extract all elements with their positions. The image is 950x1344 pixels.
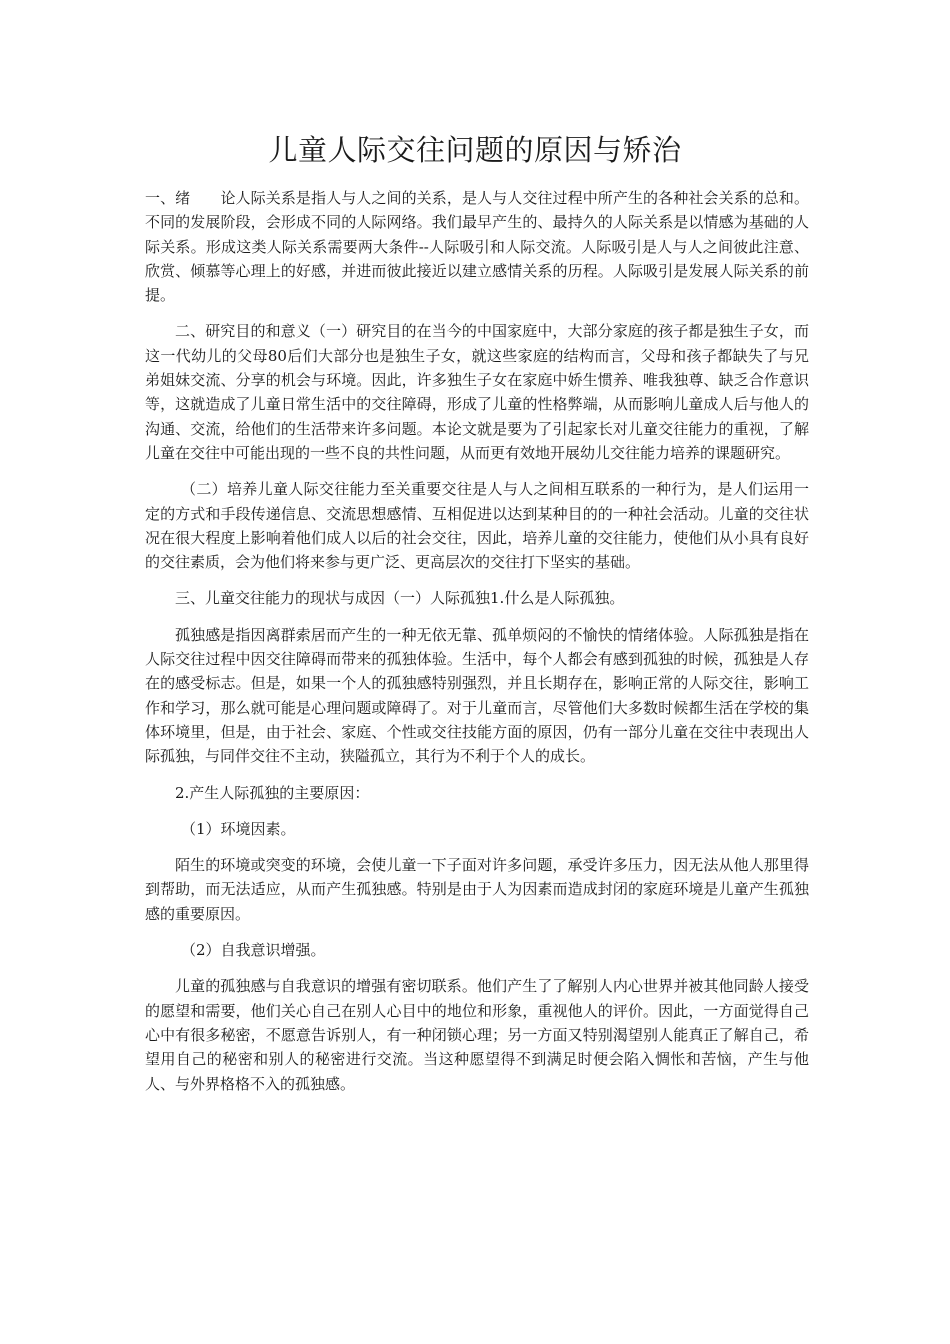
paragraph-causes-heading: 2.产生人际孤独的主要原因： — [175, 783, 370, 802]
paragraph-research-purpose: 二、研究目的和意义（一）研究目的在当今的中国家庭中，大部分家庭的孩子都是独生子女，而这一代幼儿的父母80后们大部分也是独生子女，就这些家庭的结构而言，父母和孩子都缺失了与兄弟姐妹交流、分享的机会与环境。因此，许多独生子女在家庭中娇生惯养、唯我独尊、缺乏合作意识等，这就造成了儿童日常生活中的交往障碍，形成了儿童的性格弊端，从而影响儿童成人后与他人的沟通、交流，给他们的生活带来许多问题。本论文就是要为了引起家长对儿童交往能力的重视，了解儿童在交往中可能出现的一些不良的共性问题，从而更有效地开展幼儿交往能力培养的课题研究。 — [145, 322, 809, 462]
paragraph-self-awareness-heading: （2）自我意识增强。 — [181, 941, 326, 960]
document-title: 儿童人际交往问题的原因与矫治 — [268, 133, 682, 167]
paragraph-section-three-heading: 三、儿童交往能力的现状与成因（一）人际孤独1.什么是人际孤独。 — [175, 589, 625, 608]
paragraph-loneliness-definition: 孤独感是指因离群索居而产生的一种无依无靠、孤单烦闷的不愉快的情绪体验。人际孤独是指在人际交往过程中因交往障碍而带来的孤独体验。生活中，每个人都会有感到孤独的时候，孤独是人存在的感受标志。但是，如果一个人的孤独感特别强烈，并且长期存在，影响正常的人际交往，影响工作和学习，那么就可能是心理问题或障碍了。对于儿童而言，尽管他们大多数时候都生活在学校的集体环境里，但是，由于社会、家庭、个性或交往技能方面的原因，仍有一部分儿童在交往中表现出人际孤独，与同伴交往不主动，狭隘孤立，其行为不利于个人的成长。 — [145, 625, 809, 766]
document-body — [145, 186, 809, 1108]
paragraph-importance: （二）培养儿童人际交往能力至关重要交往是人与人之间相互联系的一种行为，是人们运用一定的方式和手段传递信息、交流思想感情、互相促进以达到某种目的的一种社会活动。儿童的交往状况在很大程度上影响着他们成人以后的社会交往，因此，培养儿童的交往能力，使他们从小具有良好的交往素质，会为他们将来参与更广泛、更高层次的交往打下坚实的基础。 — [145, 480, 809, 572]
paragraph-self-awareness-body: 儿童的孤独感与自我意识的增强有密切联系。他们产生了了解别人内心世界并被其他同龄人接受的愿望和需要，他们关心自己在别人心目中的地位和形象，重视他人的评价。因此，一方面觉得自己心中有很多秘密，不愿意告诉别人，有一种闭锁心理；另一方面又特别渴望别人能真正了解自己，希望用自己的秘密和别人的秘密进行交流。当这种愿望得不到满足时便会陷入惆怅和苦恼，产生与他人、与外界格格不入的孤独感。 — [145, 977, 809, 1093]
paragraph-introduction: 一、绪 论人际关系是指人与人之间的关系，是人与人交往过程中所产生的各种社会关系的总和。不同的发展阶段，会形成不同的人际网络。我们最早产生的、最持久的人际关系是以情感为基础的人际关系。形成这类人际关系需要两大条件--人际吸引和人际交流。人际吸引是人与人之间彼此注意、欣赏、倾慕等心理上的好感，并进而彼此接近以建立感情关系的历程。人际吸引是发展人际关系的前提。 — [145, 189, 809, 305]
paragraph-environment-heading: （1）环境因素。 — [181, 819, 296, 838]
paragraph-environment-body: 陌生的环境或突变的环境，会使儿童一下子面对许多问题，承受许多压力，因无法从他人那里得到帮助，而无法适应，从而产生孤独感。特别是由于人为因素而造成封闭的家庭环境是儿童产生孤独感的重要原因。 — [145, 856, 809, 923]
